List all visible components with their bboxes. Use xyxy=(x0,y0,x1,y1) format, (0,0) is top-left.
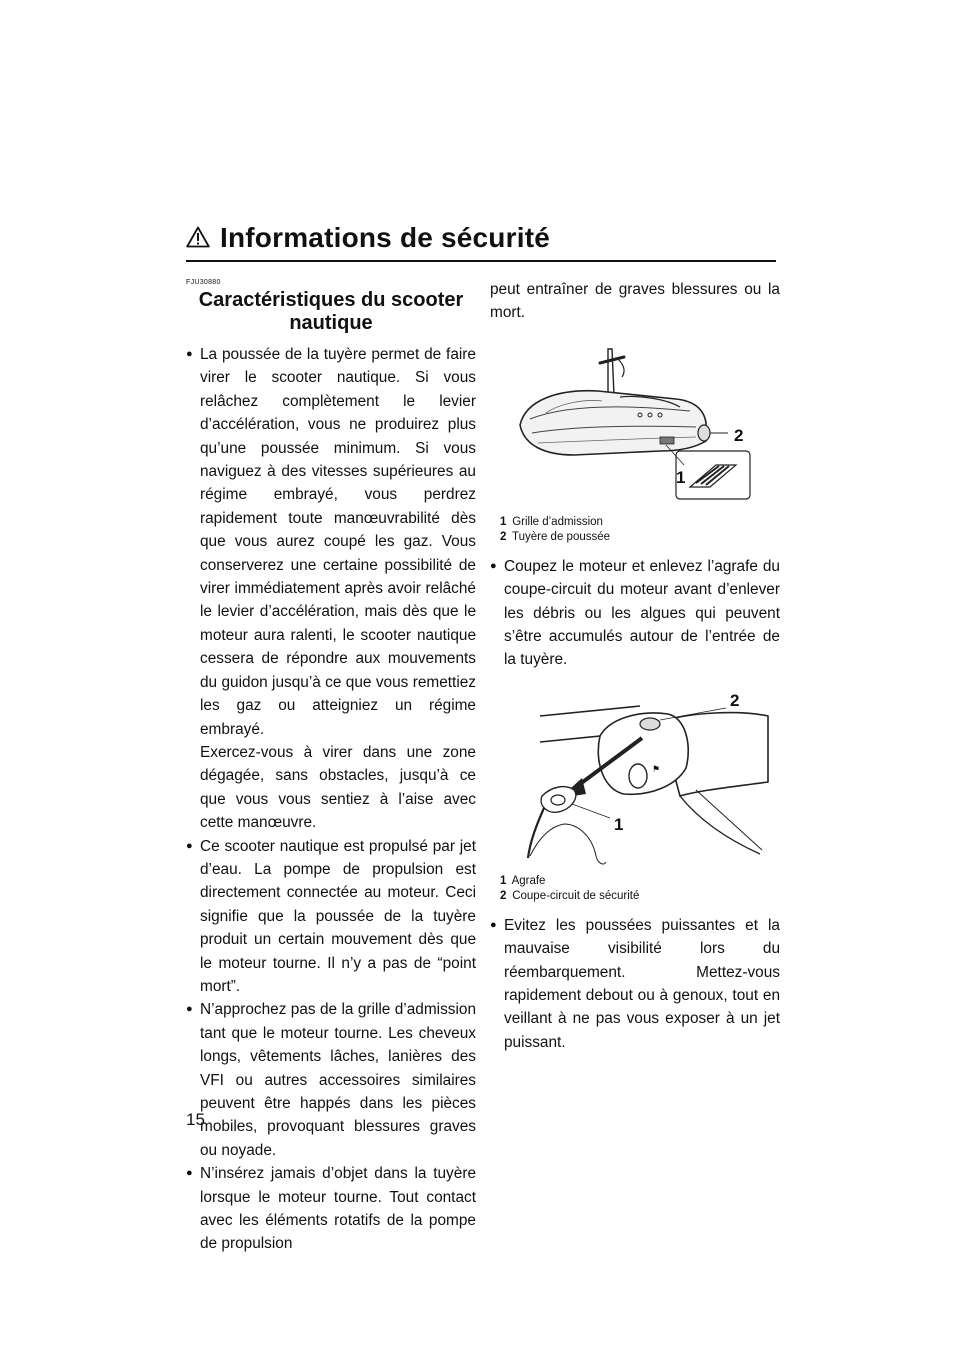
bullet-dot-icon: ● xyxy=(186,839,193,852)
figure-engine-shutoff xyxy=(500,686,770,870)
bullet-paragraph: Coupez le moteur et enlevez l’agrafe du coupe-circuit du moteur avant d’enlever les débris ou les algues qui peuvent s’être accumulés autour de l’entrée de la tuyère. xyxy=(504,557,780,669)
page-title: Informations de sécurité xyxy=(220,222,550,253)
bullet-dot-icon: ● xyxy=(186,1003,193,1016)
callout-1: 1 xyxy=(676,467,686,487)
right-column xyxy=(490,278,780,1054)
figure2-caption xyxy=(500,874,780,904)
bullet-item xyxy=(490,555,780,672)
bullet-item xyxy=(186,998,476,1162)
figure1-caption xyxy=(500,515,780,545)
engine-shutoff-illustration xyxy=(500,686,770,870)
section-code: FJU30880 xyxy=(186,279,221,286)
callout-2: 2 xyxy=(734,425,744,445)
page-number: 15 xyxy=(186,1110,205,1129)
figure-watercraft-nozzle xyxy=(490,337,760,509)
page-header xyxy=(186,222,776,264)
bullet-dot-icon: ● xyxy=(186,1167,193,1180)
caption-row: 2 Coupe-circuit de sécurité xyxy=(500,889,640,902)
caption-row: 1 Grille d’admission xyxy=(500,515,603,528)
section-title xyxy=(186,289,476,335)
bullet-dot-icon: ● xyxy=(490,559,497,572)
bullet-paragraph: La poussée de la tuyère permet de faire virer le scooter nautique. Si vous relâchez complètement le levier d’accélération, vous ne produirez plus qu’une poussée minimum. Si vous naviguez à des vitesses supérieures au régime embrayé, vous perdrez rapidement toute manœuvrabilité dès que vous aurez coupé les gaz. Vous conserverez une certaine possibilité de virer immédiatement après avoir relâché le levier d’accélération, mais dès que le moteur aura ralenti, le scooter nautique cessera de répondre aux mouvements du guidon jusqu’à ce que vous remettiez les gaz ou atteigniez un régime embrayé. xyxy=(200,346,476,738)
header-rule xyxy=(186,260,776,262)
bullet-paragraph: Evitez les poussées puissantes et la mauvaise visibilité lors du réembarquement. Mettez-vous rapidement debout ou à genoux, tout en veillant à ne pas vous exposer à un jet puissant. xyxy=(504,916,780,1051)
bullet-paragraph: N’insérez jamais d’objet dans la tuyère lorsque le moteur tourne. Tout contact avec les éléments rotatifs de la pompe de propulsion xyxy=(200,1165,476,1253)
caption-row: 2 Tuyère de poussée xyxy=(500,530,611,543)
bullet-item xyxy=(186,1162,476,1256)
section-title-line1: Caractéristiques du scooter xyxy=(198,289,464,311)
bullet-paragraph: Exercez-vous à virer dans une zone dégagée, sans obstacles, jusqu’à ce que vous vous sentiez à l’aise avec cette manœuvre. xyxy=(200,743,476,832)
bullet-paragraph: N’approchez pas de la grille d’admission tant que le moteur tourne. Les cheveux longs, vêtements lâches, lanières des VFI ou autres accessoires similaires peuvent être happés dans les pièces mobiles, provoquant blessures graves ou noyade. xyxy=(200,1001,476,1159)
bullet-item xyxy=(490,914,780,1054)
warning-triangle-icon xyxy=(186,226,210,248)
bullet-item xyxy=(186,835,476,999)
callout-1: 1 xyxy=(614,814,624,834)
bullet-paragraph: Ce scooter nautique est propulsé par jet d’eau. La pompe de propulsion est directement connectée au moteur. Ceci signifie que la poussée de la tuyère produit un certain mouvement dès que le moteur tourne. Il n’y a pas de “point mort”. xyxy=(200,837,476,995)
caption-row: 1 Agrafe xyxy=(500,874,546,887)
section-title-line2: nautique xyxy=(289,312,373,334)
callout-2: 2 xyxy=(730,690,740,710)
bullet-dot-icon: ● xyxy=(186,348,193,360)
continuation-text: peut entraîner de graves blessures ou la mort. xyxy=(490,281,780,322)
watercraft-illustration xyxy=(490,337,760,509)
left-column xyxy=(186,278,476,1256)
bullet-item xyxy=(186,343,476,835)
bullet-dot-icon: ● xyxy=(490,918,497,931)
switch-symbol: ⚑ xyxy=(652,763,661,774)
